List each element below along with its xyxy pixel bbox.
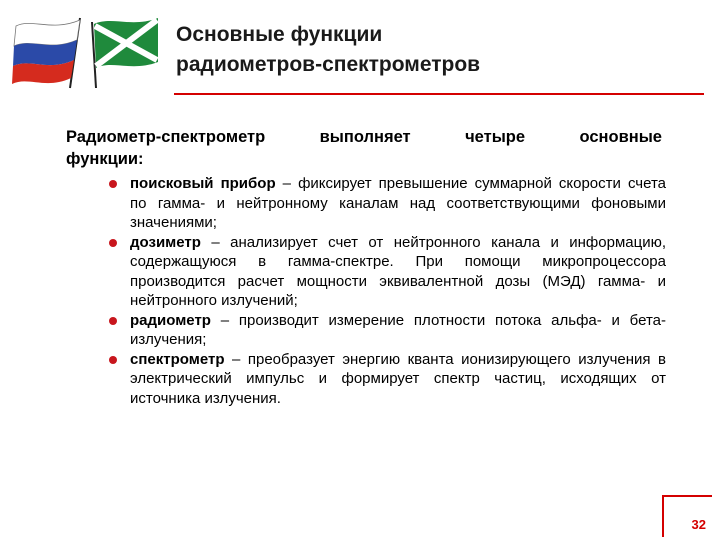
intro-line-1 — [66, 126, 662, 148]
item-text: – производит измерение плотности потока альфа- и бета-излучения; — [130, 311, 666, 348]
title-line-1: Основные функции — [176, 23, 383, 46]
bullet-dot-icon — [109, 239, 117, 247]
item-term: радиометр — [130, 311, 211, 329]
item-term: дозиметр — [130, 233, 201, 251]
bullet-dot-icon — [109, 356, 117, 364]
flag-of-russia-icon — [12, 18, 80, 88]
intro-word: выполняет — [319, 128, 411, 146]
item-term: спектрометр — [130, 350, 225, 368]
item-text: – анализирует счет от нейтронного канала и информацию, содержащуюся в гамма-спектре. При помощи микропроцессора производится расчет мощности эквивалентной дозы (МЭД) гамма- и нейтронного излучений; — [130, 233, 666, 309]
item-text: – преобразует энергию кванта ионизирующего излучения в электрический импульс и формирует спектр частиц, исходящих от источника излучения. — [130, 350, 666, 407]
item-term: поисковый прибор — [130, 175, 276, 192]
page-title — [176, 20, 480, 80]
title-line-2: радиометров-спектрометров — [176, 53, 481, 76]
bullet-dot-icon — [109, 317, 117, 325]
flags-logo — [12, 12, 162, 90]
intro-word: Радиометр-спектрометр — [66, 128, 266, 146]
intro-word: четыре — [465, 128, 526, 146]
intro-paragraph — [66, 126, 662, 170]
list-item — [106, 311, 666, 350]
page-number: 32 — [691, 517, 706, 532]
green-saltire-flag-icon — [92, 18, 158, 88]
list-item — [106, 233, 666, 311]
list-item — [106, 350, 666, 409]
title-underline — [174, 93, 704, 95]
intro-word: основные — [579, 128, 662, 146]
list-item — [106, 174, 666, 233]
intro-line-2: функции: — [66, 150, 144, 168]
item-text: – фиксирует превышение суммарной скорости счета по гамма- и нейтронному каналам над соответствующими фоновыми значениями; — [130, 175, 666, 231]
function-list — [106, 174, 666, 408]
bullet-dot-icon — [109, 180, 117, 188]
